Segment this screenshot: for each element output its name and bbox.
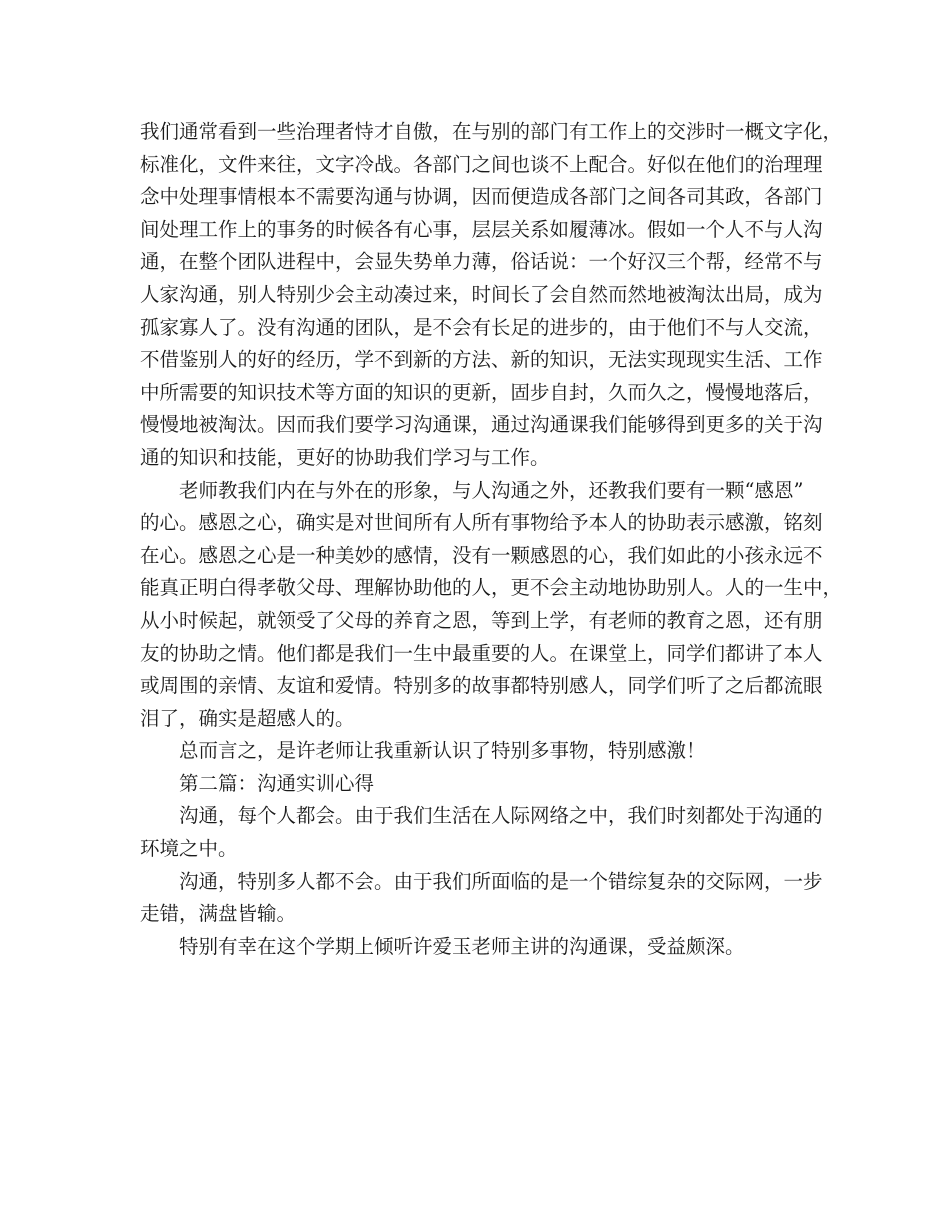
text-line: 老师教我们内在与外在的形象，与人沟通之外，还教我们要有一颗“感恩” <box>179 478 804 502</box>
text-line: 泪了，确实是超感人的。 <box>140 706 355 730</box>
text-line: 的心。感恩之心，确实是对世间所有人所有事物给予本人的协助表示感激，铭刻 <box>140 511 823 535</box>
text-line: 中所需要的知识技术等方面的知识的更新，固步自封，久而久之，慢慢地落后， <box>140 380 823 404</box>
text-line: 人家沟通，别人特别少会主动凑过来，时间长了会自然而然地被淘汰出局，成为 <box>140 282 823 306</box>
section-heading <box>140 768 820 801</box>
document-body <box>140 116 843 963</box>
paragraph-many-cannot <box>140 866 823 931</box>
text-line: 念中处理事情根本不需要沟通与协调，因而便造成各部门之间各司其政，各部门 <box>140 185 823 209</box>
section-title: 第二篇：沟通实训心得 <box>179 771 375 795</box>
paragraph-fortunate <box>140 931 820 964</box>
text-line: 不借鉴别人的好的经历，学不到新的方法、新的知识，无法实现现实生活、工作 <box>140 348 823 372</box>
text-line: 从小时候起，就领受了父母的养育之恩，等到上学，有老师的教育之恩，还有朋 <box>140 608 823 632</box>
text-line: 总而言之，是许老师让我重新认识了特别多事物，特别感激！ <box>179 739 706 763</box>
text-line: 沟通，特别多人都不会。由于我们所面临的是一个错综复杂的交际网，一步 <box>179 869 823 893</box>
text-line: 走错，满盘皆输。 <box>140 902 297 926</box>
text-line: 环境之中。 <box>140 837 238 861</box>
paragraph-communication-barriers <box>140 116 843 475</box>
text-line: 我们通常看到一些治理者恃才自傲，在与别的部门有工作上的交涉时一概文字化， <box>140 120 843 143</box>
text-line: 或周围的亲情、友谊和爱情。特别多的故事都特别感人，同学们听了之后都流眼 <box>140 674 823 698</box>
text-line: 友的协助之情。他们都是我们一生中最重要的人。在课堂上，同学们都讲了本人 <box>140 641 823 665</box>
paragraph-gratitude <box>140 475 843 736</box>
text-line: 沟通，每个人都会。由于我们生活在人际网络之中，我们时刻都处于沟通的 <box>179 804 823 828</box>
text-line: 能真正明白得孝敬父母、理解协助他的人，更不会主动地协助别人。人的一生中， <box>140 576 843 600</box>
text-line: 通的知识和技能，更好的协助我们学习与工作。 <box>140 445 550 469</box>
text-line: 间处理工作上的事务的时候各有心事，层层关系如履薄冰。假如一个人不与人沟 <box>140 217 823 241</box>
text-line: 孤家寡人了。没有沟通的团队，是不会有长足的进步的，由于他们不与人交流， <box>140 315 823 339</box>
text-line: 通，在整个团队进程中，会显失势单力薄，俗话说：一个好汉三个帮，经常不与 <box>140 250 823 274</box>
paragraph-everyone-communicates <box>140 800 823 865</box>
text-line: 特别有幸在这个学期上倾听许爱玉老师主讲的沟通课，受益颇深。 <box>179 934 745 958</box>
paragraph-summary <box>140 735 820 768</box>
text-line: 标准化，文件来往，文字冷战。各部门之间也谈不上配合。好似在他们的治理理 <box>140 152 823 176</box>
text-line: 在心。感恩之心是一种美妙的感情，没有一颗感恩的心，我们如此的小孩永远不 <box>140 543 823 567</box>
text-line: 慢慢地被淘汰。因而我们要学习沟通课，通过沟通课我们能够得到更多的关于沟 <box>140 413 823 437</box>
